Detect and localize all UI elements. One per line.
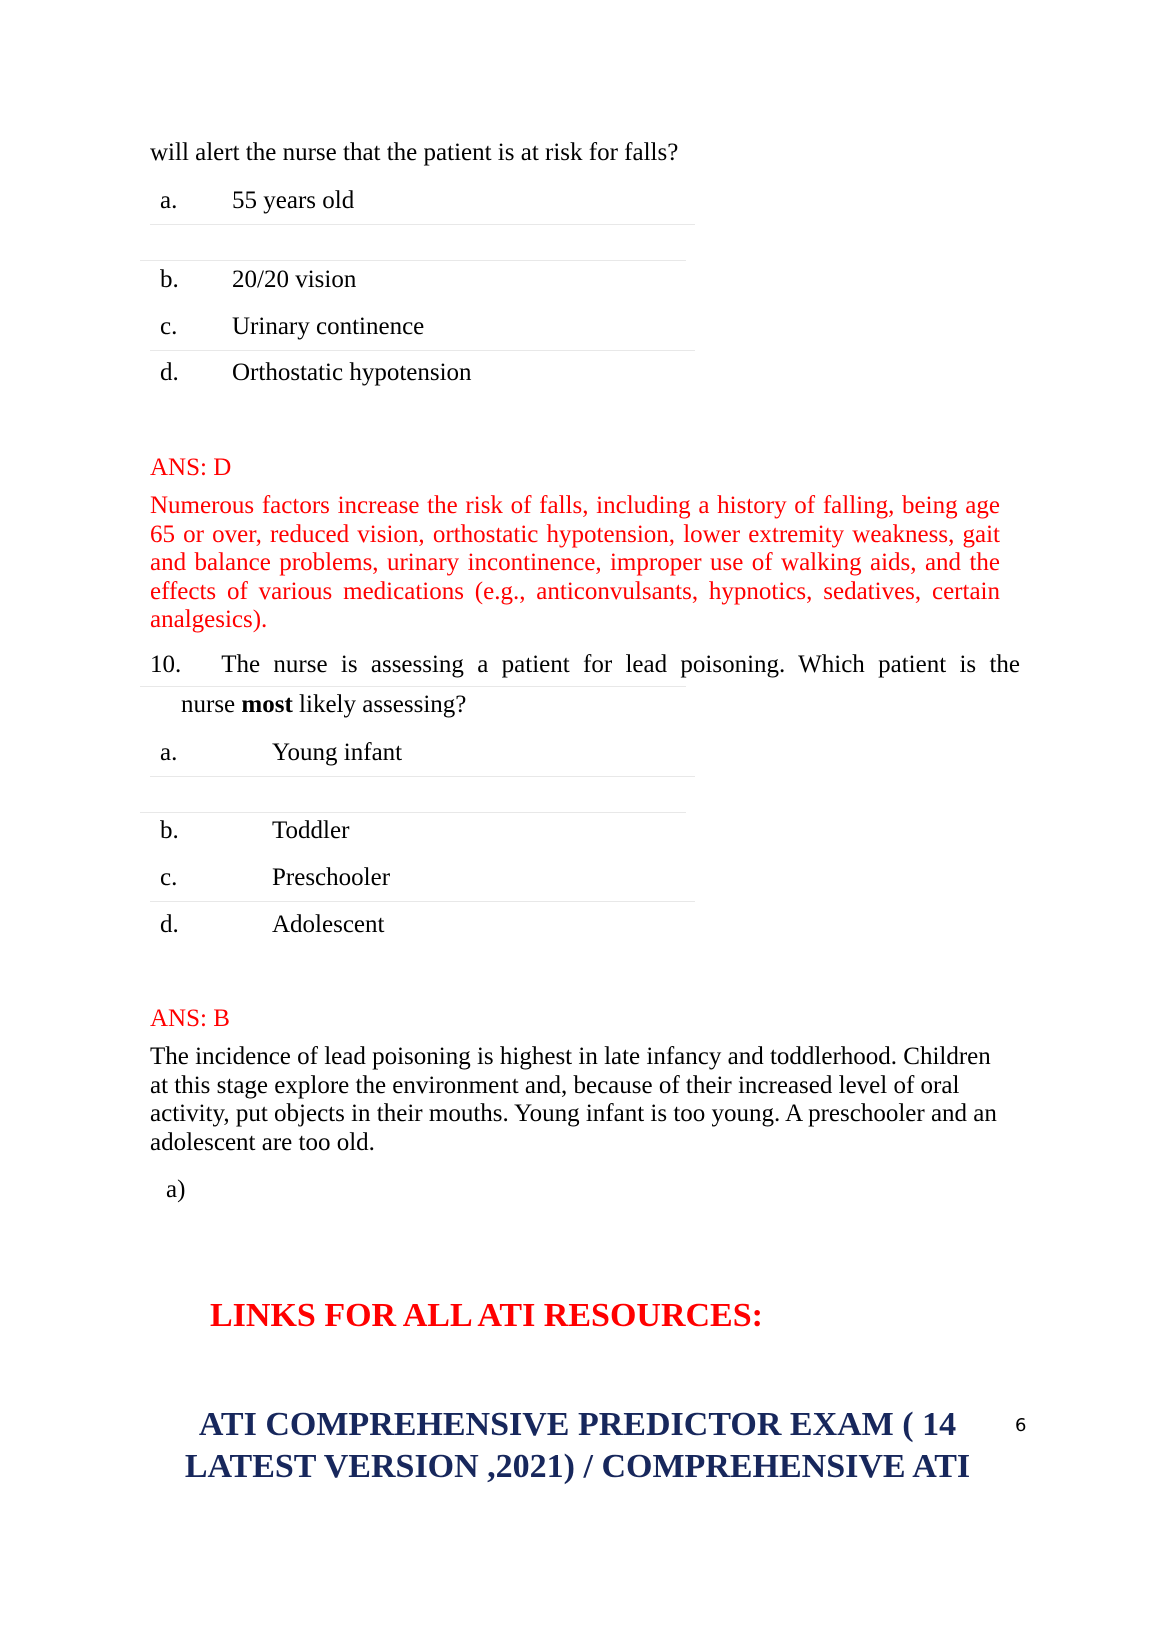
q9-option-a-text: 55 years old	[232, 187, 355, 214]
q9-option-d-letter: d.	[160, 359, 179, 386]
divider	[140, 812, 686, 813]
page-number: 6	[1015, 1415, 1027, 1436]
q10-option-a-letter: a.	[160, 739, 178, 766]
q9-option-b-letter: b.	[160, 266, 179, 293]
divider	[150, 224, 695, 225]
divider	[150, 901, 695, 902]
divider	[140, 686, 686, 687]
q9-option-a-letter: a.	[160, 187, 178, 214]
emphasis-most: most	[241, 691, 293, 718]
q9-rationale: Numerous factors increase the risk of falls, including a history of falling, being age 65 or over, reduced vision, orthostatic hypotension, lower extremity weakness, gait and balance problems, urinary incontinence, improper use of walking aids, and the effects of various medications (e.g., anticonvulsants, hypnotics, sedatives, certain analgesics).	[150, 492, 1000, 633]
q9-option-b-text: 20/20 vision	[232, 266, 357, 293]
q9-option-c-letter: c.	[160, 313, 178, 340]
links-heading: LINKS FOR ALL ATI RESOURCES:	[210, 1297, 763, 1334]
divider	[150, 776, 695, 777]
q9-option-c-text: Urinary continence	[232, 313, 425, 340]
promo-title-line1: ATI COMPREHENSIVE PREDICTOR EXAM ( 14	[198, 1406, 957, 1443]
trailing-item-marker: a)	[166, 1176, 186, 1203]
q10-option-d-text: Adolescent	[272, 911, 385, 938]
promo-title-line2: LATEST VERSION ,2021) / COMPREHENSIVE ATI	[184, 1448, 971, 1485]
q10-option-d-letter: d.	[160, 911, 179, 938]
q10-rationale: The incidence of lead poisoning is highest in late infancy and toddlerhood. Children at this stage explore the environment and, because of their increased level of oral activity, put objects in their mouths. Young infant is too young. A preschooler and an adolescent are too old.	[150, 1043, 997, 1156]
q10-number: 10.	[150, 651, 182, 678]
q10-option-b-letter: b.	[160, 817, 179, 844]
q10-answer: ANS: B	[150, 1005, 230, 1032]
divider	[140, 260, 686, 261]
q10-option-a-text: Young infant	[272, 739, 403, 766]
q10-option-c-text: Preschooler	[272, 864, 391, 891]
q9-option-d-text: Orthostatic hypotension	[232, 359, 472, 386]
q10-stem-text: The nurse is assessing a patient for lead poisoning. Which patient is the	[221, 651, 1021, 678]
q9-answer: ANS: D	[150, 454, 232, 481]
q10-stem-line1	[150, 650, 1020, 680]
q9-stem-tail: will alert the nurse that the patient is at risk for falls?	[150, 139, 679, 166]
q10-stem-line2: nurse most likely assessing?	[181, 691, 467, 718]
q10-option-c-letter: c.	[160, 864, 178, 891]
q10-option-b-text: Toddler	[272, 817, 350, 844]
divider	[150, 350, 695, 351]
